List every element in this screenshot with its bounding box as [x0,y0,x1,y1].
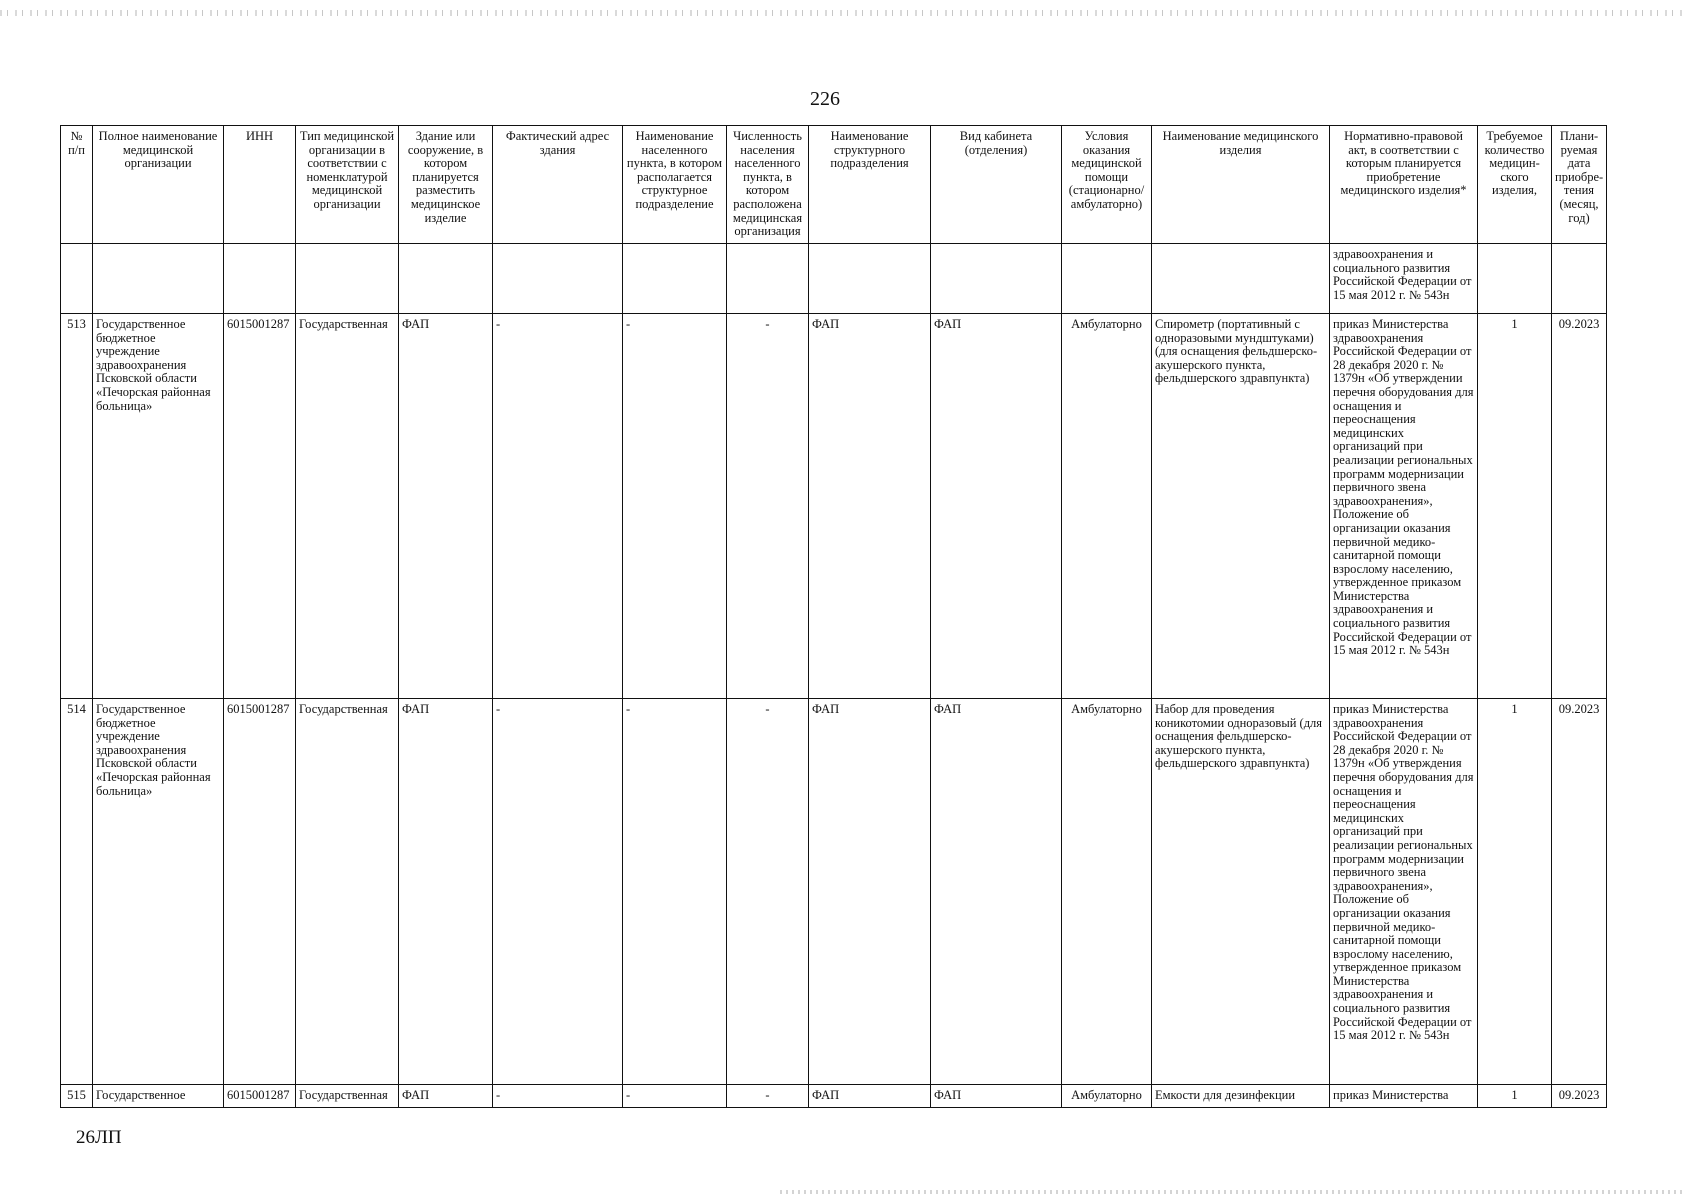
cell-qty: 1 [1478,699,1552,1085]
cell-act: приказ Министерства здравоохранения Российской Федерации от 28 декабря 2020 г. № 1379н «Об утверждения перечня оборудования для оснащения и переоснащения медицинских организаций при реализации региональных программ модернизации первичного звена здравоохранения», Положение об организации оказания первичной медико-санитарной помощи взрослому населению, утвержденное приказом Министерства здравоохранения и социального развития Российской Федерации от 15 мая 2012 г. № 543н [1330,699,1478,1085]
equipment-table [60,125,1607,1108]
scan-artifact-top [0,10,1686,16]
header-device: Наименование медицинского изделия [1152,126,1330,244]
header-settlement: Наименование населенного пункта, в котором располагается структурное подразделение [623,126,727,244]
table-row [61,314,1607,699]
cell-qty: 1 [1478,314,1552,699]
cell-type: Государственная [296,314,399,699]
cell-device: Емкости для дезинфекции [1152,1085,1330,1108]
cell-type: Государственная [296,699,399,1085]
header-qty: Требуемое количество медицин-ского изделия, [1478,126,1552,244]
cell-date: 09.2023 [1552,699,1607,1085]
cell-org: Государственное [93,1085,224,1108]
scan-artifact-bottom [780,1190,1686,1194]
header-date: Плани-руемая дата приобре-тения (месяц, год) [1552,126,1607,244]
header-building: Здание или сооружение, в котором планируется разместить медицинское изделие [399,126,493,244]
table-row [61,699,1607,1085]
cell-population: - [727,699,809,1085]
cell-org: Государственное бюджетное учреждение здравоохранения Псковской области «Печорская районная больница» [93,314,224,699]
cell-act: приказ Министерства здравоохранения Российской Федерации от 28 декабря 2020 г. № 1379н «Об утверждении перечня оборудования для оснащения и переоснащения медицинских организаций при реализации региональных программ модернизации первичного звена здравоохранения», Положение об организации оказания первичной медико-санитарной помощи взрослому населению, утвержденное приказом Министерства здравоохранения и социального развития Российской Федерации от 15 мая 2012 г. № 543н [1330,314,1478,699]
cell-address: - [493,1085,623,1108]
cell-num: 513 [61,314,93,699]
cell-population: - [727,314,809,699]
cell-inn: 6015001287 [224,699,296,1085]
header-unit: Наименование структурного подразделения [809,126,931,244]
header-type: Тип медицинской организации в соответствии с номенклатурой медицинской организации [296,126,399,244]
header-num: № п/п [61,126,93,244]
header-conditions: Условия оказания медицинской помощи (стационарно/ амбулаторно) [1062,126,1152,244]
cell-population: - [727,1085,809,1108]
header-org: Полное наименование медицинской организации [93,126,224,244]
cell-building: ФАП [399,314,493,699]
header-row [61,126,1607,244]
cell-conditions: Амбулаторно [1062,314,1152,699]
cell-building: ФАП [399,1085,493,1108]
cell-act: приказ Министерства [1330,1085,1478,1108]
cell-address: - [493,699,623,1085]
continuation-act: здравоохранения и социального развития Российской Федерации от 15 мая 2012 г. № 543н [1330,244,1478,314]
header-population: Численность населения населенного пункта, в котором расположена медицинская организация [727,126,809,244]
cell-device: Спирометр (портативный с одноразовыми мундштуками) (для оснащения фельдшерско-акушерского пункта, фельдшерского здравпункта) [1152,314,1330,699]
header-act: Нормативно-правовой акт, в соответствии с которым планируется приобретение медицинского изделия* [1330,126,1478,244]
cell-settlement: - [623,314,727,699]
cell-qty: 1 [1478,1085,1552,1108]
cell-unit: ФАП [809,699,931,1085]
document-code: 26ЛП [76,1127,122,1148]
cell-inn: 6015001287 [224,314,296,699]
cell-unit: ФАП [809,1085,931,1108]
cell-org: Государственное бюджетное учреждение здравоохранения Псковской области «Печорская районная больница» [93,699,224,1085]
table-row-continuation [61,244,1607,314]
cell-inn: 6015001287 [224,1085,296,1108]
cell-unit: ФАП [809,314,931,699]
cell-date: 09.2023 [1552,314,1607,699]
cell-address: - [493,314,623,699]
cell-num: 515 [61,1085,93,1108]
page-number: 226 [810,88,840,110]
cell-conditions: Амбулаторно [1062,699,1152,1085]
table-row [61,1085,1607,1108]
cell-settlement: - [623,1085,727,1108]
header-cabinet: Вид кабинета (отделения) [931,126,1062,244]
cell-building: ФАП [399,699,493,1085]
cell-date: 09.2023 [1552,1085,1607,1108]
header-address: Фактический адрес здания [493,126,623,244]
cell-type: Государственная [296,1085,399,1108]
cell-cabinet: ФАП [931,1085,1062,1108]
header-inn: ИНН [224,126,296,244]
cell-settlement: - [623,699,727,1085]
cell-num: 514 [61,699,93,1085]
cell-conditions: Амбулаторно [1062,1085,1152,1108]
cell-device: Набор для проведения коникотомии одноразовый (для оснащения фельдшерско-акушерского пункта, фельдшерского здравпункта) [1152,699,1330,1085]
cell-cabinet: ФАП [931,699,1062,1085]
cell-cabinet: ФАП [931,314,1062,699]
